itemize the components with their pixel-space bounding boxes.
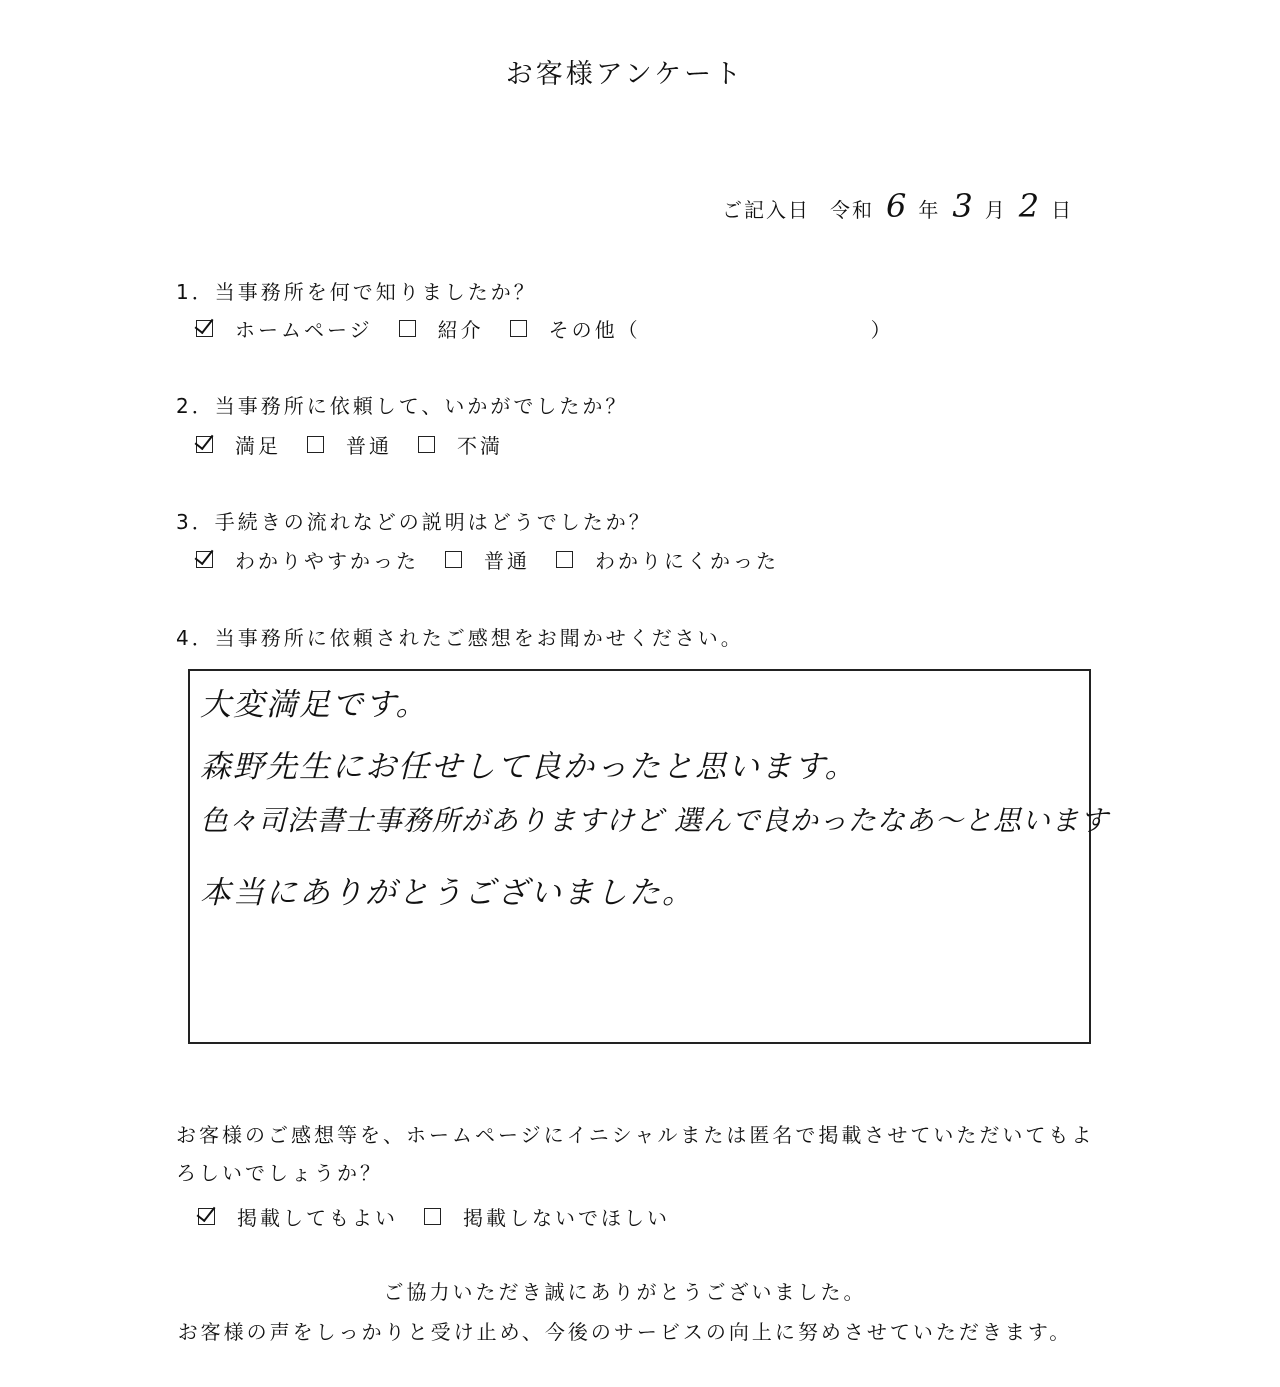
- q1-option-3-label: その他（ ）: [548, 318, 894, 342]
- q2-option-1-label: 満足: [235, 434, 281, 458]
- date-row: [722, 187, 1074, 225]
- q1-option-2-label: 紹介: [437, 318, 484, 342]
- question-2: 2．当事務所に依頼して、いかがでしたか？: [176, 394, 629, 418]
- question-4: 4．当事務所に依頼されたご感想をお聞かせください。: [176, 626, 744, 650]
- question-3-options: [196, 545, 805, 574]
- answer-line-3: 色々司法書士事務所がありますけど 選んで良かったなあ～と思います: [200, 804, 1109, 837]
- answer-box[interactable]: [188, 669, 1109, 1044]
- footer-line-2: お客様の声をしっかりと受け止め、今後のサービスの向上に努めさせていただきます。: [177, 1320, 1073, 1344]
- consent-option-1-label: 掲載してもよい: [237, 1206, 398, 1230]
- consent-checkbox-2[interactable]: [424, 1208, 441, 1225]
- q3-option-1-label: わかりやすかった: [235, 549, 419, 573]
- question-1: 1．当事務所を何で知りましたか？: [176, 280, 537, 304]
- date-era: 令和: [830, 198, 874, 222]
- answer-line-1: 大変満足です。: [200, 687, 429, 723]
- q3-checkbox-1[interactable]: [196, 551, 213, 568]
- q3-option-3-label: わかりにくかった: [595, 549, 779, 573]
- q1-checkbox-2[interactable]: [399, 320, 416, 337]
- date-year-unit: 年: [918, 198, 941, 222]
- q2-option-3-label: 不満: [457, 434, 503, 458]
- q1-checkbox-3[interactable]: [510, 320, 527, 337]
- date-year: 6: [886, 187, 907, 225]
- page-title: お客様アンケート: [505, 59, 745, 90]
- date-day-unit: 日: [1051, 198, 1074, 222]
- question-2-options: [196, 430, 529, 459]
- consent-option-2-label: 掲載しないでほしい: [463, 1206, 670, 1230]
- consent-question: [176, 1116, 1094, 1192]
- q3-checkbox-2[interactable]: [445, 551, 462, 568]
- consent-question-line-2: ろしいでしょうか？: [176, 1161, 383, 1185]
- q3-checkbox-3[interactable]: [556, 551, 573, 568]
- answer-line-2: 森野先生にお任せして良かったと思います。: [200, 749, 858, 785]
- q1-option-1-label: ホームページ: [235, 318, 373, 342]
- q2-checkbox-3[interactable]: [418, 436, 435, 453]
- footer-line-1: ご協力いただき誠にありがとうございました。: [383, 1280, 867, 1304]
- q2-option-2-label: 普通: [346, 434, 392, 458]
- q1-checkbox-1[interactable]: [196, 320, 213, 337]
- question-3: 3．手続きの流れなどの説明はどうでしたか？: [176, 510, 652, 534]
- consent-checkbox-1[interactable]: [198, 1208, 215, 1225]
- q3-option-2-label: 普通: [484, 549, 530, 573]
- q2-checkbox-1[interactable]: [196, 436, 213, 453]
- answer-line-4: 本当にありがとうございました。: [200, 875, 695, 911]
- q2-checkbox-2[interactable]: [307, 436, 324, 453]
- consent-options: [198, 1202, 696, 1231]
- consent-question-line-1: お客様のご感想等を、ホームページにイニシャルまたは匿名で掲載させていただいてもよ: [176, 1123, 1095, 1147]
- date-month-unit: 月: [984, 198, 1007, 222]
- question-1-options: [196, 314, 920, 343]
- date-day: 2: [1018, 187, 1040, 225]
- date-month: 3: [952, 187, 973, 225]
- date-label: ご記入日: [722, 198, 810, 222]
